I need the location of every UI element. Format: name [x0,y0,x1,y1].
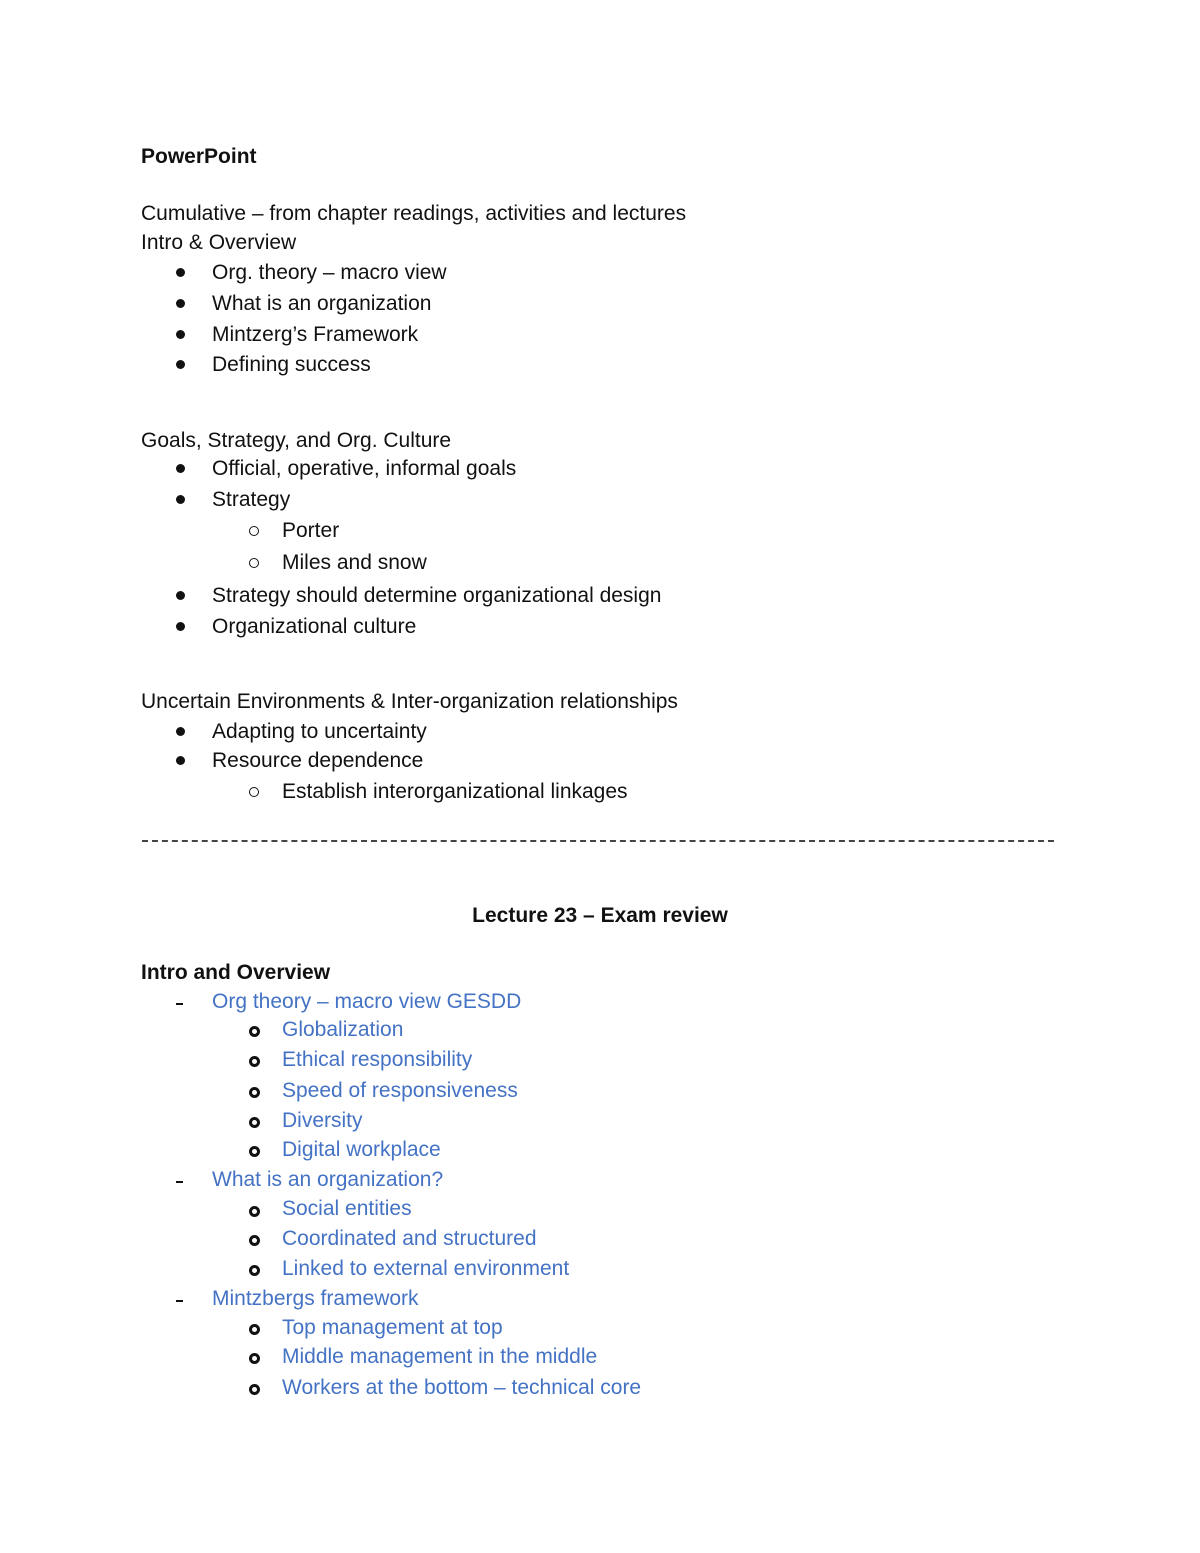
sub-bullet-circle [249,1353,260,1364]
section-heading: Intro and Overview [141,961,331,984]
list-item: Org. theory – macro view [212,261,447,284]
sub-list-item: Porter [282,519,340,542]
sub-bullet-circle [249,1206,260,1217]
group-item: Top management at top [282,1316,503,1339]
sub-bullet-circle [249,1324,260,1335]
list-item: Defining success [212,353,371,376]
list-item: Organizational culture [212,615,417,638]
sub-bullet-circle [249,1235,260,1246]
group-item: Coordinated and structured [282,1227,537,1250]
bullet-dot [176,591,185,600]
dashed-separator [142,840,1054,842]
bullet-dot [176,495,185,504]
sub-bullet-circle [249,1146,260,1157]
group-item: Digital workplace [282,1138,441,1161]
list-item: Strategy should determine organizational design [212,584,662,607]
goals-heading: Goals, Strategy, and Org. Culture [141,429,452,452]
list-item: Adapting to uncertainty [212,720,427,743]
group-item: Speed of responsiveness [282,1079,518,1102]
dash-bullet [176,1300,183,1302]
doc-title: PowerPoint [141,145,257,168]
group-label: Mintzbergs framework [212,1287,419,1310]
sub-list-item: Establish interorganizational linkages [282,780,628,803]
sub-bullet-circle [249,1265,260,1276]
group-item: Workers at the bottom – technical core [282,1376,642,1399]
sub-bullet-circle [249,1087,260,1098]
group-item: Ethical responsibility [282,1048,473,1071]
sub-bullet-circle [249,1384,260,1395]
bullet-dot [176,299,185,308]
intro-heading: Intro & Overview [141,231,297,254]
sub-bullet-circle [249,1117,260,1128]
list-item: Strategy [212,488,291,511]
bullet-dot [176,268,185,277]
list-item: Official, operative, informal goals [212,457,517,480]
sub-bullet-circle [249,1056,260,1067]
sub-list-item: Miles and snow [282,551,427,574]
bullet-dot [176,464,185,473]
sub-bullet-circle [249,787,259,797]
dash-bullet [176,1181,183,1183]
list-item: Resource dependence [212,749,424,772]
sub-bullet-circle [249,558,259,568]
group-label: What is an organization? [212,1168,444,1191]
dash-bullet [176,1003,183,1005]
sub-bullet-circle [249,1026,260,1037]
group-item: Diversity [282,1109,363,1132]
group-item: Linked to external environment [282,1257,570,1280]
cumulative-line: Cumulative – from chapter readings, activities and lectures [141,202,687,225]
bullet-dot [176,330,185,339]
sub-bullet-circle [249,526,259,536]
group-item: Globalization [282,1018,404,1041]
group-item: Social entities [282,1197,412,1220]
group-item: Middle management in the middle [282,1345,598,1368]
bullet-dot [176,727,185,736]
list-item: Mintzerg’s Framework [212,323,419,346]
bullet-dot [176,622,185,631]
lecture-title: Lecture 23 – Exam review [472,904,728,927]
bullet-dot [176,756,185,765]
bullet-dot [176,360,185,369]
group-label: Org theory – macro view GESDD [212,990,522,1013]
env-heading: Uncertain Environments & Inter-organization relationships [141,690,678,713]
list-item: What is an organization [212,292,432,315]
